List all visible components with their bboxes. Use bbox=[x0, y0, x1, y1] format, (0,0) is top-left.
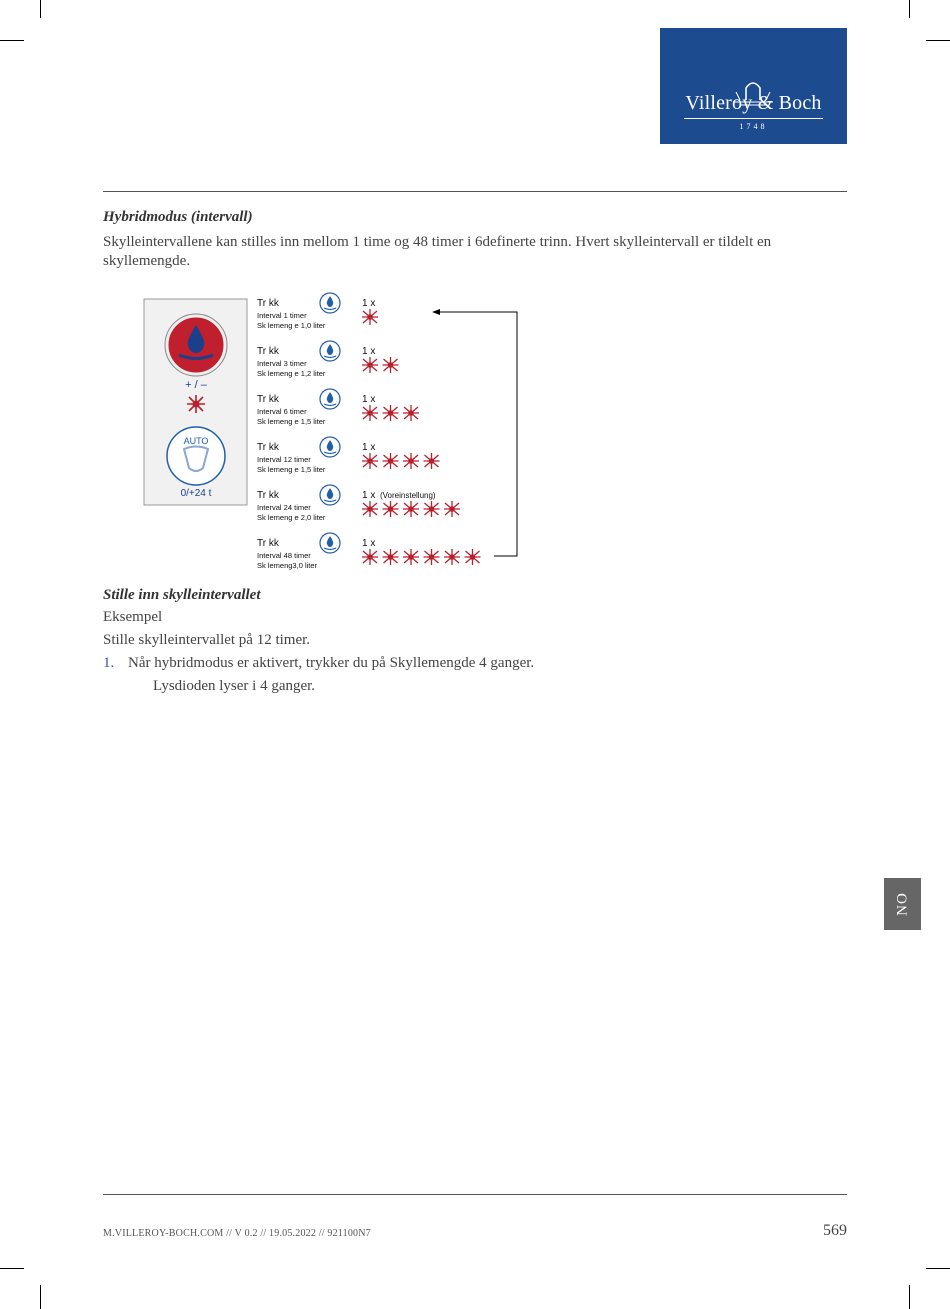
step-amount: Sk lemeng e 1,5 liter bbox=[257, 417, 326, 426]
drop-button-icon bbox=[320, 533, 340, 553]
step-title: Tr kk bbox=[257, 346, 279, 357]
led-flash-icon bbox=[424, 453, 440, 469]
step-row bbox=[257, 389, 419, 426]
step-count: 1 x bbox=[362, 346, 376, 357]
led-flash-icon bbox=[403, 453, 419, 469]
language-tab-label: NO bbox=[894, 892, 910, 916]
led-flash-icon bbox=[362, 405, 378, 421]
crop-mark bbox=[0, 1268, 24, 1269]
step-count: 1 x bbox=[362, 298, 376, 309]
led-flash-icon bbox=[444, 501, 460, 517]
brand-year: 1748 bbox=[739, 122, 768, 131]
auto-label: AUTO bbox=[183, 436, 209, 446]
crop-mark bbox=[909, 1285, 910, 1309]
led-flash-icon bbox=[383, 405, 399, 421]
bottom-rule bbox=[103, 1194, 847, 1195]
step-interval: Interval 1 timer bbox=[257, 311, 307, 320]
step-text: Når hybridmodus er aktivert, trykker du på Skyllemengde 4 ganger. bbox=[128, 655, 535, 671]
led-flash-icon bbox=[383, 501, 399, 517]
step-amount: Sk lemeng e 1,2 liter bbox=[257, 369, 326, 378]
step-result: Lysdioden lyser i 4 ganger. bbox=[153, 678, 316, 694]
step-interval: Interval 24 timer bbox=[257, 503, 311, 512]
step-row bbox=[257, 341, 399, 378]
led-flash-icon bbox=[383, 549, 399, 565]
setting-title: Stille inn skylleintervallet bbox=[103, 587, 261, 603]
drop-button-icon bbox=[320, 437, 340, 457]
step-title: Tr kk bbox=[257, 298, 279, 309]
led-flash-icon bbox=[362, 501, 378, 517]
brand-name: Villeroy & Boch bbox=[685, 92, 822, 114]
example-text: Stille skylleintervallet på 12 timer. bbox=[103, 632, 311, 648]
step-interval: Interval 12 timer bbox=[257, 455, 311, 464]
step-count: 1 x bbox=[362, 394, 376, 405]
step-number: 1. bbox=[103, 655, 115, 671]
section-title: Hybridmodus (intervall) bbox=[103, 209, 253, 225]
led-flash-icon bbox=[403, 501, 419, 517]
step-title: Tr kk bbox=[257, 442, 279, 453]
led-flash-icon bbox=[465, 549, 481, 565]
arrow-head-icon bbox=[432, 309, 440, 315]
step-title: Tr kk bbox=[257, 490, 279, 501]
interval-figure bbox=[0, 0, 950, 600]
step-count: 1 x bbox=[362, 490, 376, 501]
led-flash-icon bbox=[424, 549, 440, 565]
cycle-arrow bbox=[437, 312, 517, 556]
section-description: Skylleintervallene kan stilles inn mellom 1 time og 48 timer i 6definerte trinn. Hvert skylleintervall er tildelt en skyllemengde. bbox=[103, 234, 772, 269]
led-flash-icon bbox=[383, 453, 399, 469]
step-interval: Interval 6 timer bbox=[257, 407, 307, 416]
led-flash-icon bbox=[362, 549, 378, 565]
led-flash-icon bbox=[362, 309, 378, 325]
step-note: (Voreinstellung) bbox=[380, 491, 436, 500]
led-flash-icon bbox=[403, 405, 419, 421]
step-row bbox=[257, 533, 481, 570]
step-row bbox=[257, 293, 378, 330]
step-count: 1 x bbox=[362, 442, 376, 453]
step-row bbox=[257, 485, 460, 522]
drop-button-icon bbox=[320, 341, 340, 361]
language-tab bbox=[884, 878, 921, 930]
drop-button-icon bbox=[320, 485, 340, 505]
step-amount: Sk lemeng e 1,0 liter bbox=[257, 321, 326, 330]
led-flash-icon bbox=[424, 501, 440, 517]
footer-text: M.VILLEROY-BOCH.COM // V 0.2 // 19.05.2022 // 921100N7 bbox=[103, 1228, 371, 1239]
step-title: Tr kk bbox=[257, 394, 279, 405]
led-flash-icon bbox=[383, 357, 399, 373]
led-flash-icon bbox=[362, 357, 378, 373]
led-icon bbox=[187, 395, 205, 413]
plus-minus-label: + / – bbox=[185, 379, 207, 391]
step-interval: Interval 48 timer bbox=[257, 551, 311, 560]
step-count: 1 x bbox=[362, 538, 376, 549]
example-label: Eksempel bbox=[103, 609, 163, 625]
crop-mark bbox=[926, 1268, 950, 1269]
auto-time-label: 0/+24 t bbox=[180, 488, 212, 499]
page-number: 569 bbox=[823, 1222, 847, 1239]
step-amount: Sk lemeng e 2,0 liter bbox=[257, 513, 326, 522]
step-amount: Sk lemeng e 1,5 liter bbox=[257, 465, 326, 474]
led-flash-icon bbox=[444, 549, 460, 565]
led-flash-icon bbox=[403, 549, 419, 565]
led-flash-icon bbox=[362, 453, 378, 469]
crop-mark bbox=[40, 1285, 41, 1309]
drop-button-icon bbox=[320, 293, 340, 313]
step-row bbox=[257, 437, 440, 474]
step-title: Tr kk bbox=[257, 538, 279, 549]
drop-button-icon bbox=[320, 389, 340, 409]
step-interval: Interval 3 timer bbox=[257, 359, 307, 368]
step-amount: Sk lemeng3,0 liter bbox=[257, 561, 318, 570]
